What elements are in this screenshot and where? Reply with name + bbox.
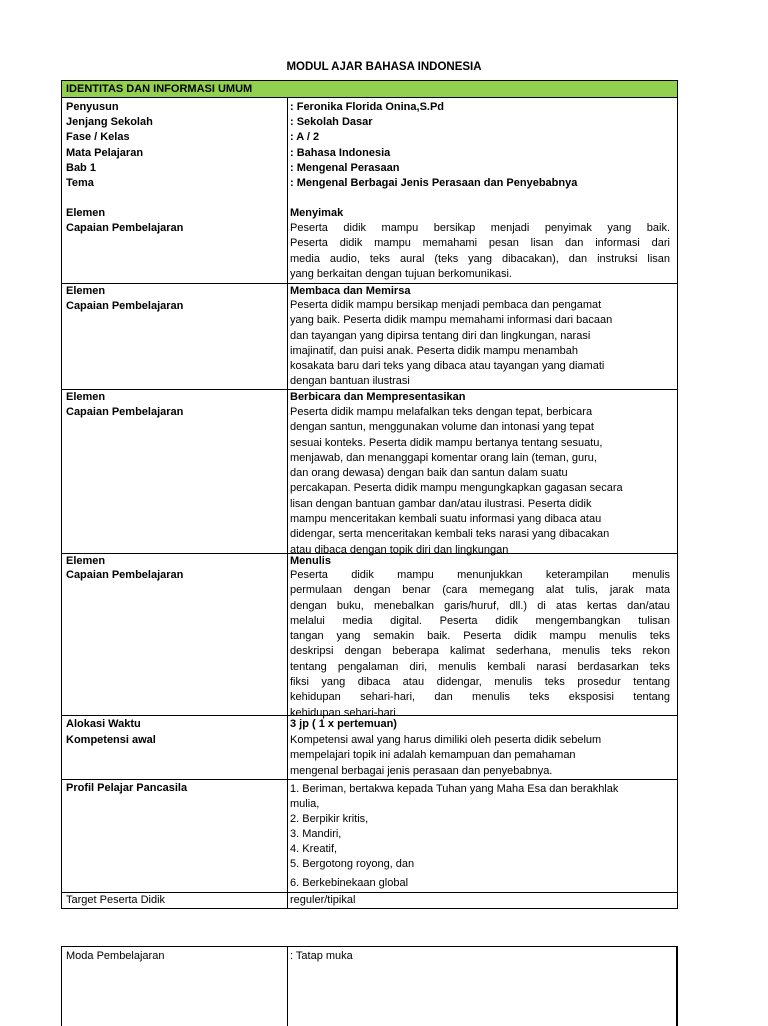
label-bab: Bab 1 <box>66 162 96 174</box>
cp-line: tentang pengalaman diri, menulis kembali narasi berdasarkan teks <box>290 660 670 673</box>
kompetensi-line: mempelajari topik ini adalah kemampuan dan pemahaman <box>290 749 576 762</box>
column-divider <box>287 946 288 1026</box>
label-elemen-1: Elemen <box>66 207 106 219</box>
cp-line: permulaan dengan benar (cara memegang alat tulis, jarak mata <box>290 584 670 597</box>
profil-item: 4. Kreatif, <box>290 843 338 855</box>
row-separator <box>61 715 678 716</box>
section-header: IDENTITAS DAN INFORMASI UMUM <box>61 80 678 98</box>
cp-line: yang berkaitan dengan tujuan berkomunikasi. <box>290 267 512 280</box>
cp-line: menjawab, dan menanggapi komentar orang lain (teman, guru, <box>290 451 597 464</box>
profil-item: 1. Beriman, bertakwa kepada Tuhan yang Maha Esa dan berakhlak <box>290 783 619 795</box>
cp-line: yang baik. Peserta didik mampu memahami informasi dari bacaan <box>290 314 613 327</box>
label-kompetensi: Kompetensi awal <box>66 734 156 746</box>
cp-line: dan tayangan yang dipirsa tentang diri dan lingkungan, narasi <box>290 329 591 342</box>
elemen-name-3: Berbicara dan Mempresentasikan <box>290 391 466 403</box>
cp-line: dengan buku, menebalkan garis/huruf, dll.) di atas kertas dan/atau <box>290 599 670 612</box>
cp-text-1 <box>290 221 670 282</box>
document-title: MODUL AJAR BAHASA INDONESIA <box>286 61 482 73</box>
value-fase: : A / 2 <box>290 131 320 143</box>
column-divider-right <box>676 946 677 1026</box>
value-jenjang: : Sekolah Dasar <box>290 116 373 128</box>
cp-line: didengar, serta menceritakan kembali teks narasi yang dibacakan <box>290 528 610 541</box>
value-moda: : Tatap muka <box>290 950 353 962</box>
row-separator <box>61 553 678 554</box>
cp-line: Peserta didik mampu bersikap menjadi penyimak yang baik. <box>290 222 670 234</box>
label-elemen-3: Elemen <box>66 391 106 403</box>
cp-text-4 <box>290 568 670 721</box>
elemen-name-4: Menulis <box>290 555 331 567</box>
profil-item: 2. Berpikir kritis, <box>290 813 369 825</box>
cp-line: tangan yang semakin baik. Peserta didik mampu menulis teks <box>290 630 670 643</box>
cp-line: mampu menceritakan kembali suatu informasi yang dibaca atau <box>290 513 602 526</box>
cp-line: lisan dengan bantuan gambar dan/atau ilustrasi. Peserta didik <box>290 497 592 510</box>
cp-line: melalui media digital. Peserta didik mengembangkan tulisan <box>290 614 670 627</box>
label-cp-4: Capaian Pembelajaran <box>66 569 184 581</box>
elemen-name-2: Membaca dan Memirsa <box>290 285 411 297</box>
label-mapel: Mata Pelajaran <box>66 147 144 159</box>
value-bab: : Mengenal Perasaan <box>290 162 400 174</box>
cp-line: fiksi yang dibaca atau didengar, menulis teks prosedur tentang <box>290 676 670 689</box>
cp-line: Peserta didik mampu bersikap menjadi pembaca dan pengamat <box>290 299 602 311</box>
label-cp-3: Capaian Pembelajaran <box>66 406 184 418</box>
label-cp-1: Capaian Pembelajaran <box>66 222 184 234</box>
value-mapel: : Bahasa Indonesia <box>290 147 391 159</box>
cp-line: Peserta didik mampu menunjukkan keterampilan menulis <box>290 569 670 581</box>
cp-line: Peserta didik mampu memahami pesan lisan dan informasi dari <box>290 237 670 250</box>
cp-line: sesuai konteks. Peserta didik mampu bertanya tentang sesuatu, <box>290 436 603 449</box>
row-separator <box>61 779 678 780</box>
cp-line: kehidupan sehari-hari. <box>290 706 399 719</box>
value-penyusun: : Feronika Florida Onina,S.Pd <box>290 101 445 113</box>
cp-line: deskripsi dengan beberapa kalimat sederhana, menulis teks rekon <box>290 645 670 658</box>
profil-item: 3. Mandiri, <box>290 828 342 840</box>
label-target: Target Peserta Didik <box>66 894 166 906</box>
cp-line: kosakata baru dari teks yang dibaca atau tayangan yang diamati <box>290 360 605 373</box>
label-alokasi: Alokasi Waktu <box>66 718 141 730</box>
elemen-name-1: Menyimak <box>290 207 344 219</box>
cp-line: dengan santun, menggunakan volume dan intonasi yang tepat <box>290 421 594 434</box>
label-tema: Tema <box>66 177 94 189</box>
cp-text-2 <box>290 298 670 390</box>
cp-line: percakapan. Peserta didik mampu mengungkapkan gagasan secara <box>290 482 623 495</box>
cp-line: kehidupan sehari-hari, dan menulis teks eksposisi tentang <box>290 691 670 704</box>
kompetensi-text <box>290 733 670 779</box>
column-divider <box>287 98 288 909</box>
label-cp-2: Capaian Pembelajaran <box>66 300 184 312</box>
value-alokasi: 3 jp ( 1 x pertemuan) <box>290 718 397 730</box>
label-elemen-2: Elemen <box>66 285 106 297</box>
label-elemen-4: Elemen <box>66 555 106 567</box>
cp-line: atau dibaca dengan topik diri dan lingkungan <box>290 543 509 556</box>
cp-line: dan orang dewasa) dengan baik dan santun dalam suatu <box>290 467 568 480</box>
profil-item: 5. Bergotong royong, dan <box>290 858 415 870</box>
label-profil: Profil Pelajar Pancasila <box>66 782 188 794</box>
label-fase: Fase / Kelas <box>66 131 130 143</box>
cp-line: Peserta didik mampu melafalkan teks dengan tepat, berbicara <box>290 406 593 418</box>
cp-line: imajinatif, dan puisi anak. Peserta didik mampu menambah <box>290 344 578 357</box>
kompetensi-line: mengenal berbagai jenis perasaan dan penyebabnya. <box>290 764 553 777</box>
profil-item: mulia, <box>290 798 320 810</box>
cp-line: dengan bantuan ilustrasi <box>290 375 410 388</box>
label-jenjang: Jenjang Sekolah <box>66 116 153 128</box>
value-target: reguler/tipikal <box>290 894 356 906</box>
value-tema: : Mengenal Berbagai Jenis Perasaan dan Penyebabnya <box>290 177 578 189</box>
label-penyusun: Penyusun <box>66 101 119 113</box>
kompetensi-line: Kompetensi awal yang harus dimiliki oleh peserta didik sebelum <box>290 734 602 746</box>
label-moda: Moda Pembelajaran <box>66 950 165 962</box>
cp-text-3 <box>290 405 670 558</box>
profil-item: 6. Berkebinekaan global <box>290 877 409 889</box>
cp-line: media audio, teks aural (teks yang dibacakan), dan instruksi lisan <box>290 252 670 265</box>
